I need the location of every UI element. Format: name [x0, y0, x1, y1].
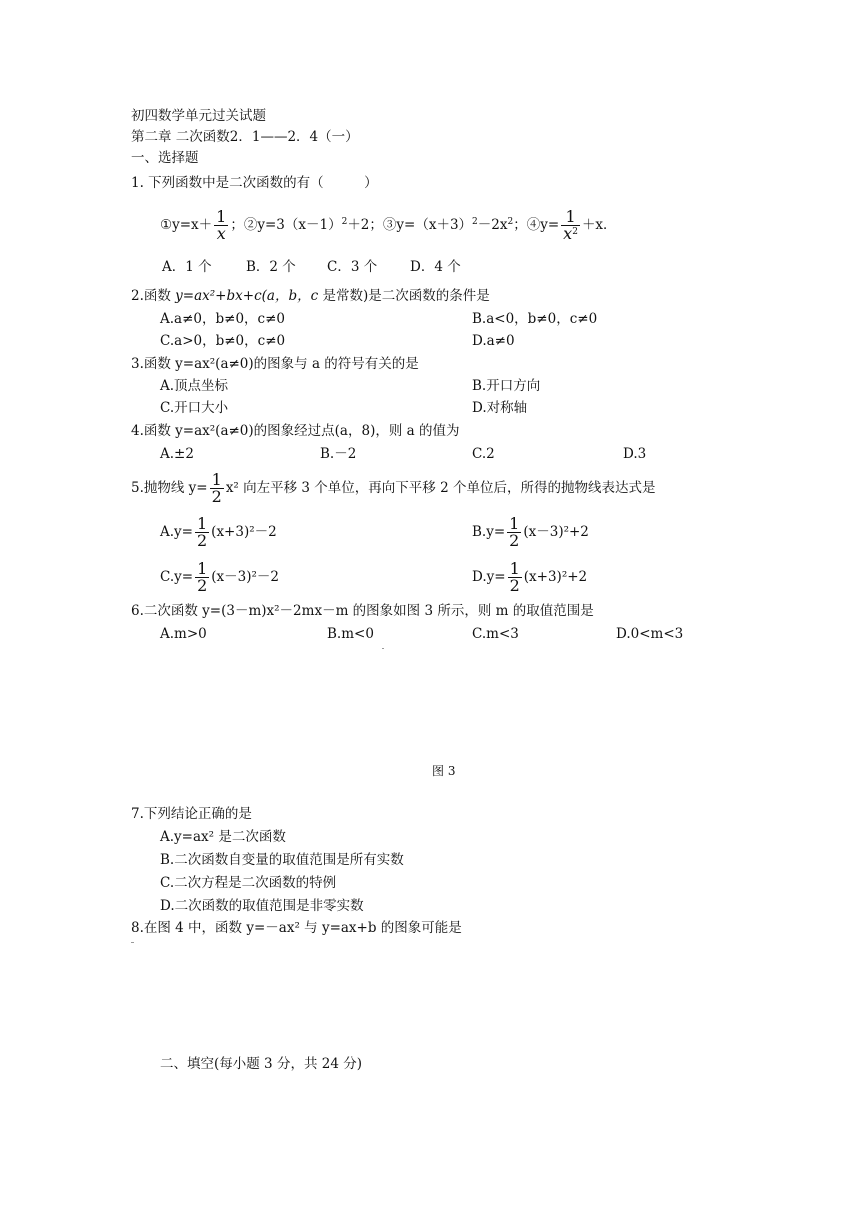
q1-option-a: A．1 个 — [162, 259, 212, 275]
q2-option-a: A.a≠0，b≠0，c≠0 — [160, 311, 285, 327]
q5-d-rest: (x+3)²+2 — [523, 569, 588, 585]
q1-f4-prefix: ；④y= — [513, 217, 560, 233]
q5-option-a — [160, 512, 277, 552]
q5-b-num: 1 — [509, 514, 520, 533]
q5-a-num: 1 — [196, 514, 208, 533]
section-heading-fill-in: 二、填空(每小题 3 分，共 24 分) — [160, 1056, 362, 1072]
q4-option-c: C.2 — [472, 446, 495, 462]
page-title: 初四数学单元过关试题 — [131, 108, 266, 124]
q4-option-a: A.±2 — [160, 446, 194, 462]
question-8-stem: 8.在图 4 中，函数 y=－ax² 与 y=ax+b 的图象可能是 — [131, 920, 462, 936]
q4-option-b: B.－2 — [320, 446, 357, 462]
q5-stem-a: 5.抛物线 y= — [131, 480, 208, 496]
q2-stem-a: 2.函数 — [131, 288, 176, 304]
q1-f4-fraction — [561, 209, 580, 242]
q2-stem-b: 是常数)是二次函数的条件是 — [318, 288, 490, 304]
q1-f4-den — [561, 226, 580, 242]
q5-c-fraction — [195, 561, 209, 594]
q1-option-c: C．3 个 — [327, 259, 378, 275]
q1-f1-suffix: ；②y=3（x－1） — [230, 217, 342, 233]
q2-option-c: C.a>0，b≠0，c≠0 — [160, 333, 286, 349]
question-1-formulas — [160, 205, 617, 245]
q3-option-b: B.开口方向 — [472, 378, 541, 394]
q2-option-d: D.a≠0 — [472, 333, 515, 349]
q5-frac-num: 1 — [211, 470, 222, 489]
figure-3-caption: 图 3 — [432, 764, 456, 778]
q5-a-fraction — [195, 516, 209, 549]
q1-f2-rest: ＋2；③y=（x＋3） — [347, 217, 473, 233]
q1-f1-den: x — [216, 224, 226, 243]
q1-f3-exp: 2 — [472, 217, 478, 227]
q5-a-rest: (x+3)²－2 — [211, 524, 277, 540]
q6-option-d: D.0<m<3 — [616, 626, 684, 642]
q2-option-b: B.a<0，b≠0，c≠0 — [472, 311, 598, 327]
q5-stem-b: x² 向左平移 3 个单位，再向下平移 2 个单位后，所得的抛物线表达式是 — [225, 480, 656, 496]
q7-option-b: B.二次函数自变量的取值范围是所有实数 — [160, 852, 404, 868]
q5-d-fraction — [508, 561, 522, 594]
section-heading-choice: 一、选择题 — [131, 150, 199, 166]
q1-f4-den-var: x — [563, 224, 573, 243]
q7-option-d: D.二次函数的取值范围是非零实数 — [160, 898, 364, 914]
question-2-stem — [131, 287, 490, 305]
q5-option-c — [160, 557, 279, 597]
figure-4-placeholder-dot — [131, 942, 134, 943]
q1-f4-den-exp: 2 — [572, 227, 578, 237]
q1-f2-exp: 2 — [341, 217, 348, 227]
question-1-stem: 1. 下列函数中是二次函数的有（ ） — [131, 175, 378, 191]
q5-b-den: 2 — [509, 531, 520, 550]
q7-option-a: A.y=ax² 是二次函数 — [160, 829, 286, 845]
question-5-stem — [131, 468, 655, 508]
q5-b-fraction — [507, 516, 521, 549]
q1-option-b: B．2 个 — [246, 259, 296, 275]
figure-3-placeholder-dot — [382, 648, 384, 649]
q1-f1-prefix: ①y=x＋ — [160, 217, 213, 233]
question-3-stem: 3.函数 y=ax²(a≠0)的图象与 a 的符号有关的是 — [131, 356, 419, 372]
q6-option-c: C.m<3 — [472, 626, 519, 642]
q1-f4-suffix: ＋x． — [581, 217, 617, 233]
q3-option-c: C.开口大小 — [160, 400, 229, 416]
q5-b-rest: (x－3)²+2 — [523, 524, 589, 540]
q1-option-d: D．4 个 — [410, 259, 461, 275]
q5-option-d — [472, 557, 587, 597]
q1-f1-fraction — [214, 209, 228, 242]
q5-d-label: D.y= — [472, 569, 506, 585]
q3-option-a: A.顶点坐标 — [160, 378, 229, 394]
q3-option-d: D.对称轴 — [472, 400, 528, 416]
q5-c-label: C.y= — [160, 569, 194, 585]
q6-option-a: A.m>0 — [160, 626, 207, 642]
q1-f3-exp2: 2 — [507, 217, 514, 227]
q5-fraction — [210, 472, 224, 505]
q5-frac-den: 2 — [211, 487, 222, 506]
q5-d-num: 1 — [509, 559, 520, 578]
q2-stem-formula: y=ax²+bx+c(a，b，c — [175, 288, 319, 304]
q5-d-den: 2 — [509, 576, 520, 595]
q1-f3-rest: －2x — [477, 217, 508, 233]
q1-f1-num: 1 — [216, 207, 227, 226]
chapter-subtitle: 第二章 二次函数2．1——2．4（一） — [131, 129, 359, 145]
q1-f4-num: 1 — [561, 209, 580, 226]
q7-option-c: C.二次方程是二次函数的特例 — [160, 875, 337, 891]
q5-c-den: 2 — [197, 576, 208, 595]
question-6-stem: 6.二次函数 y=(3－m)x²－2mx－m 的图象如图 3 所示，则 m 的取值范围是 — [131, 603, 594, 619]
q6-option-b: B.m<0 — [327, 626, 374, 642]
question-4-stem: 4.函数 y=ax²(a≠0)的图象经过点(a，8)，则 a 的值为 — [131, 423, 460, 439]
q5-b-label: B.y= — [472, 524, 506, 540]
q5-option-b — [472, 512, 589, 552]
q5-a-label: A.y= — [160, 524, 193, 540]
q5-c-rest: (x－3)²－2 — [211, 569, 280, 585]
q4-option-d: D.3 — [623, 446, 647, 462]
question-7-stem: 7.下列结论正确的是 — [131, 806, 252, 822]
q5-a-den: 2 — [196, 531, 208, 550]
q5-c-num: 1 — [197, 559, 208, 578]
